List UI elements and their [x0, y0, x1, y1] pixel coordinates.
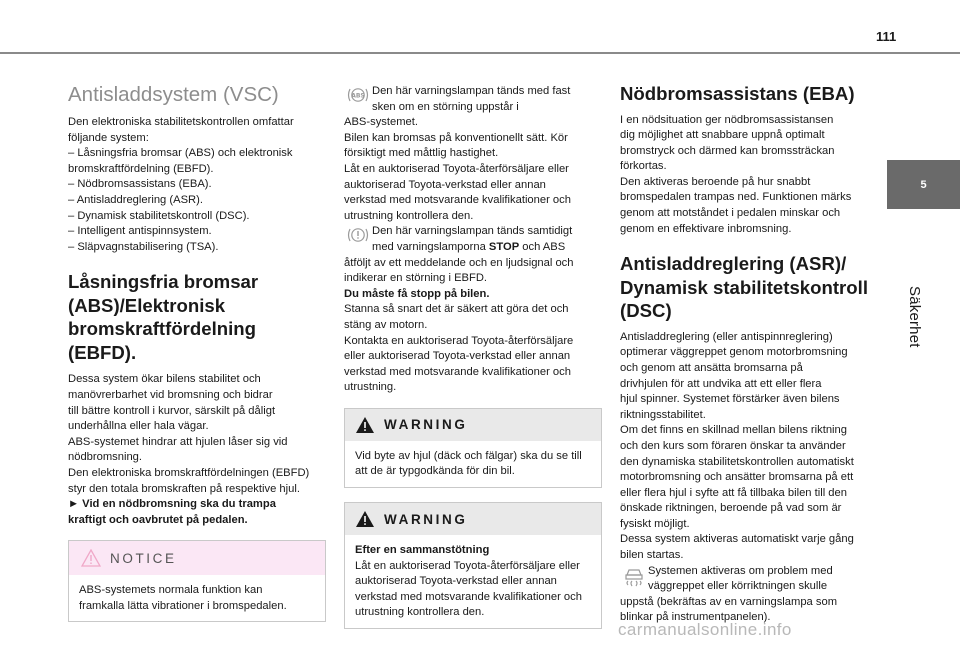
text-line: hjul spinner. Systemet förstärker även bilens: [620, 393, 840, 406]
text-line: utrustning kontrollera den.: [355, 606, 485, 619]
title-line: (DSC): [620, 300, 672, 322]
instruction-line: ► Vid en nödbromsning ska du trampa: [68, 498, 276, 511]
svg-text:ABS: ABS: [351, 92, 365, 100]
chapter-number: 5: [920, 178, 927, 191]
text-line: bromstryck och därmed kan bromssträckan: [620, 144, 835, 157]
text-line: utrustning.: [344, 381, 397, 394]
text-line: Den elektroniska bromskraftfördelningen (EBFD): [68, 466, 310, 479]
warning-title: WARNING: [384, 417, 468, 433]
list-item: – Nödbromsassistans (EBA).: [68, 178, 212, 191]
stop-lamp-name: STOP: [488, 240, 520, 253]
lamp-row: [344, 84, 602, 115]
abs-description: [68, 372, 330, 528]
lamp-row: [344, 224, 602, 255]
text-line: förkortas.: [620, 160, 667, 173]
text-line: ABS-systemet hindrar att hjulen låser sig vid: [68, 435, 288, 448]
list-item: – Dynamisk stabilitetskontroll (DSC).: [68, 209, 250, 222]
text-line: Antisladdreglering (eller antispinnreglering): [620, 330, 833, 343]
text-run: och ABS: [519, 240, 566, 253]
lamp-text: [372, 224, 572, 255]
warning-body: [345, 441, 601, 487]
text-line: auktoriserad Toyota-verkstad eller annan: [344, 178, 546, 191]
abs-warning-lamp-icon: [344, 84, 372, 106]
text-line: bilen startas.: [620, 549, 684, 562]
text-line: eller auktoriserad Toyota-verkstad eller annan: [344, 350, 571, 363]
text-line: ABS-systemets normala funktion kan: [79, 584, 263, 597]
warning-box-wheels: [344, 408, 602, 488]
text-line: Den elektroniska stabilitetskontrollen omfattar: [68, 116, 294, 128]
text-line: Den här varningslampan tänds samtidigt: [372, 225, 573, 238]
text-line: Bilen kan bromsas på konventionellt sätt. Kör: [344, 131, 568, 144]
warning-subtitle: Efter en sammanstötning: [355, 544, 490, 557]
title-line: (EBFD).: [68, 341, 137, 363]
text-line: Den aktiveras beroende på hur snabbt: [620, 175, 811, 188]
text-line: Låt en auktoriserad Toyota-återförsäljare eller: [344, 162, 569, 175]
text-line: bromskraftfördelning (EBFD).: [68, 162, 214, 175]
text-line: Vid byte av hjul (däck och fälgar) ska du se till: [355, 449, 582, 462]
column-middle: [344, 84, 602, 629]
text-line: och genom att ansätta bromsarna på: [620, 361, 803, 374]
text-line: sken om en störning uppstår i: [372, 100, 519, 113]
text-line: underhållna eller hala vägar.: [68, 420, 209, 433]
text-run: med varningslamporna: [372, 240, 489, 253]
brake-warning-lamp-icon: [344, 224, 372, 246]
notice-title: NOTICE: [110, 550, 177, 566]
skid-control-lamp-icon: [620, 564, 648, 586]
abs-lamp-section: [344, 84, 602, 396]
list-item: – Antisladdreglering (ASR).: [68, 193, 203, 206]
lamp-text: [648, 564, 833, 595]
lamp-text: [372, 84, 570, 115]
text-line: följande system:: [68, 131, 149, 144]
title-line: Antisladdreglering (ASR)/: [620, 253, 847, 275]
text-line: att de är typgodkända för din bil.: [355, 465, 515, 478]
title-line: bromskraftfördelning: [68, 318, 257, 340]
text-line: Om det finns en skillnad mellan bilens riktning: [620, 424, 847, 437]
text-line: Den här varningslampan tänds med fast: [372, 85, 571, 97]
text-line: uppstå (bekräftas av en varningslampa som: [620, 595, 838, 608]
list-item: – Låsningsfria bromsar (ABS) och elektronisk: [68, 147, 293, 160]
notice-body: [69, 575, 325, 621]
vsc-intro: [68, 115, 330, 255]
chapter-tab[interactable]: [887, 160, 960, 209]
section-title-abs: [68, 270, 330, 364]
text-line: framkalla lätta vibrationer i bromspedalen.: [79, 599, 287, 612]
notice-header: [69, 541, 325, 575]
text-line: auktoriserad Toyota-verkstad eller annan: [355, 575, 557, 588]
text-line: Kontakta en auktoriserad Toyota-återförsäljare: [344, 334, 574, 347]
text-line: önskade riktningen, beroende på vad som är: [620, 502, 842, 515]
asr-description: [620, 330, 878, 626]
text-line: fysiskt möjligt.: [620, 517, 690, 530]
title-line: Dynamisk stabilitetskontroll: [620, 276, 868, 298]
text-line: bromspedalen trampas ned. Funktionen märks: [620, 191, 852, 204]
warning-triangle-icon: [355, 416, 375, 434]
text-line: motorbromsning och ansätter bromsarna på ett: [620, 471, 854, 484]
text-line: Dessa system ökar bilens stabilitet och: [68, 373, 261, 386]
warning-body: [345, 535, 601, 628]
text-line: och den kurs som föraren önskar ta använder: [620, 439, 846, 452]
text-line: genom en effektivare inbromsning.: [620, 222, 792, 235]
text-line: Stanna så snart det är säkert att göra det och: [344, 303, 569, 316]
text-line: verkstad med motsvarande kvalifikationer och: [355, 590, 582, 603]
column-right: [620, 82, 878, 626]
title-line: (ABS)/Elektronisk: [68, 294, 226, 316]
text-line: nödbromsning.: [68, 451, 143, 464]
text-line: försiktigt med måttlig hastighet.: [344, 147, 499, 160]
text-line: eller flera hjul i syfte att få tillbaka bilen till den: [620, 486, 847, 499]
section-title-eba: Nödbromsassistans (EBA): [620, 83, 855, 104]
text-line: indikerar en störning i EBFD.: [344, 272, 488, 285]
instruction-line: kraftigt och oavbrutet på pedalen.: [68, 513, 248, 526]
list-item: – Släpvagnstabilisering (TSA).: [68, 240, 219, 253]
text-line: stäng av motorn.: [344, 318, 428, 331]
lamp-row: [620, 564, 878, 595]
page-number: 111: [876, 29, 897, 44]
text-line: drivhjulen för att undvika att ett eller flera: [620, 377, 822, 390]
warning-triangle-icon: [355, 510, 375, 528]
text-line: Systemen aktiveras om problem med: [648, 564, 833, 577]
text-line: styr den totala bromskraften på respektive hjul.: [68, 482, 300, 495]
list-item: – Intelligent antispinnsystem.: [68, 225, 212, 238]
text-line: utrustning kontrollera den.: [344, 209, 474, 222]
text-line: blinkar på instrumentpanelen).: [620, 611, 771, 624]
chapter-label: Säkerhet: [906, 286, 923, 348]
text-line: väggreppet eller körriktningen skulle: [648, 580, 828, 593]
text-line: riktningsstabilitet.: [620, 408, 706, 421]
eba-description: [620, 113, 878, 238]
warning-title: WARNING: [384, 511, 468, 527]
text-line: I en nödsituation ger nödbromsassistansen: [620, 113, 834, 126]
text-line: den dynamiska stabilitetskontrollen automatiskt: [620, 455, 854, 468]
text-line: verkstad med motsvarande kvalifikationer och: [344, 194, 571, 207]
instruction-line: Du måste få stopp på bilen.: [344, 287, 490, 300]
text-line: till bättre kontroll i kurvor, särskilt på dåligt: [68, 404, 276, 417]
warning-header: [345, 409, 601, 441]
text-line: Låt en auktoriserad Toyota-återförsäljare eller: [355, 559, 580, 572]
text-line: åtföljt av ett meddelande och en ljudsignal och: [344, 256, 574, 269]
section-title-asr: [620, 252, 878, 323]
watermark: carmanualsonline.info: [618, 620, 792, 639]
text-line: genom att motståndet i pedalen minskar och: [620, 207, 841, 220]
text-line: dig möjlighet att snabbare uppnå optimalt: [620, 129, 825, 142]
caution-triangle-icon: [81, 549, 101, 567]
text-line: manövrerbarhet vid bromsning och bidrar: [68, 388, 273, 401]
text-line: optimerar väggreppet genom motorbromsning: [620, 346, 848, 359]
warning-header: [345, 503, 601, 535]
text-line: ABS-systemet.: [344, 116, 418, 129]
text-line: [372, 240, 572, 256]
column-left: [68, 82, 330, 622]
text-line: Dessa system aktiveras automatiskt varje gång: [620, 533, 854, 546]
text-line: verkstad med motsvarande kvalifikationer och: [344, 365, 571, 378]
title-line: Låsningsfria bromsar: [68, 271, 259, 293]
section-title-vsc: Antisladdsystem (VSC): [68, 83, 279, 106]
warning-box-collision: [344, 502, 602, 629]
notice-box: [68, 540, 326, 622]
header-divider: [0, 52, 960, 54]
